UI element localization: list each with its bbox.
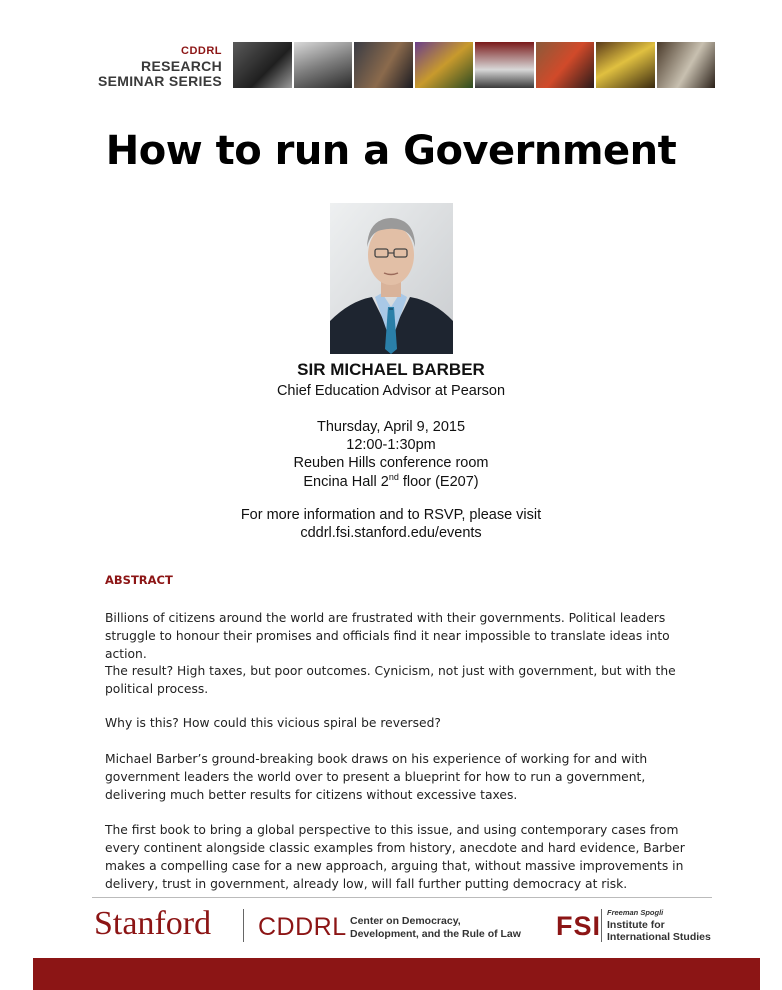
header-photo [294, 42, 353, 88]
header-photo [536, 42, 595, 88]
header-photo [354, 42, 413, 88]
location-floor: floor (E207) [398, 473, 479, 490]
abstract-paragraph-3: Why is this? How could this vicious spiral be reversed? [105, 716, 441, 730]
location-building: Encina Hall 2 [303, 473, 389, 490]
cddrl-name-line-2: Development, and the Rule of Law [350, 928, 521, 940]
abstract-paragraph-4: Michael Barber’s ground-breaking book draws on his experience of working for and with government leaders the world over to present a blueprint for how to run a government, delivering much better results for citizens without excessive taxes. [105, 752, 648, 802]
event-room: Reuben Hills conference room [293, 455, 489, 471]
fsi-name-small: Freeman Spogli [607, 908, 664, 917]
cddrl-name-line-1: Center on Democracy, [350, 915, 461, 927]
stanford-logo: Stanford [94, 905, 212, 942]
fsi-logo: FSI [556, 911, 602, 941]
seminar-series-label [60, 44, 222, 89]
footer-divider [92, 897, 712, 898]
speaker-role: Chief Education Advisor at Pearson [276, 383, 506, 399]
fsi-separator [601, 909, 602, 942]
event-time: 12:00-1:30pm [346, 437, 436, 453]
footer-band [33, 958, 760, 990]
cddrl-logo: CDDRL [258, 913, 347, 941]
series-org: CDDRL [181, 45, 222, 57]
rsvp-link[interactable]: cddrl.fsi.stanford.edu/events [300, 525, 482, 541]
header-photo-strip [233, 42, 715, 88]
location-ordinal: nd [388, 472, 399, 482]
fsi-full-name [607, 907, 711, 943]
rsvp-text: For more information and to RSVP, please visit [240, 507, 542, 523]
cddrl-full-name [350, 915, 521, 941]
speaker-name: SIR MICHAEL BARBER [297, 360, 485, 379]
abstract-paragraph-2: The result? High taxes, but poor outcomes. Cynicism, not just with government, but with the political process. [105, 664, 676, 696]
abstract-paragraph-5: The first book to bring a global perspective to this issue, and using contemporary cases from every continent alongside classic examples from history, anecdote and hard evidence, Barber makes a compelling case for a new approach, arguing that, without massive improvements in delivery, trust in government, already low, will fall further putting democracy at risk. [105, 823, 685, 891]
header-photo [475, 42, 534, 88]
fsi-name-line-2: International Studies [607, 931, 711, 943]
event-location [0, 472, 782, 490]
series-line-research: RESEARCH [141, 58, 222, 74]
fsi-name-line-1: Institute for [607, 919, 665, 931]
header-photo [415, 42, 474, 88]
header-photo [233, 42, 292, 88]
page-title: How to run a Government [105, 128, 677, 174]
header-photo [596, 42, 655, 88]
header-photo [657, 42, 716, 88]
abstract-heading: ABSTRACT [105, 573, 173, 587]
logo-separator [243, 909, 244, 942]
event-date: Thursday, April 9, 2015 [316, 419, 466, 435]
abstract-paragraph-1: Billions of citizens around the world are frustrated with their governments. Political leaders struggle to honour their promises and officials find it near impossible to translate ideas into action. [105, 611, 670, 661]
speaker-portrait [330, 203, 453, 354]
series-line-seminar: SEMINAR SERIES [98, 73, 222, 89]
